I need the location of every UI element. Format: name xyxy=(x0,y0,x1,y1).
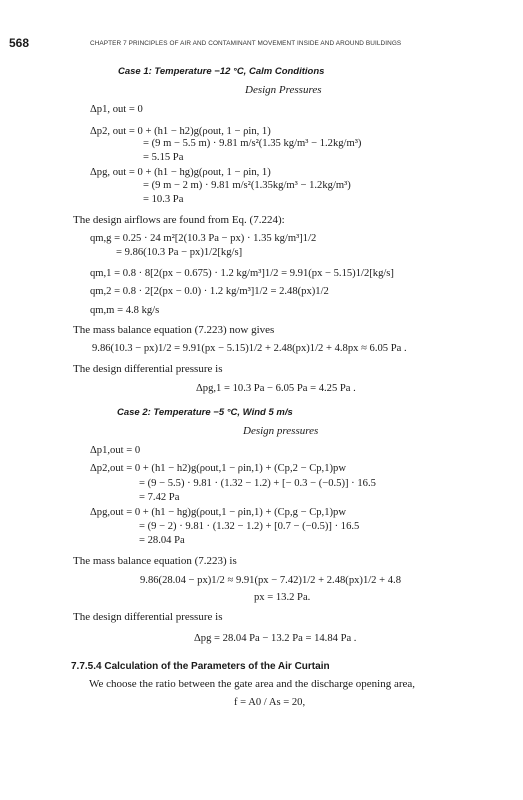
case1-eq-7: = 10.3 Pa xyxy=(143,194,184,205)
flow-eq-g-cont: = 9.86(10.3 Pa − px)1/2[kg/s] xyxy=(116,247,243,258)
case2-eq-1: Δp1,out = 0 xyxy=(90,445,141,456)
case2-balance-eq: 9.86(28.04 − px)1/2 ≈ 9.91(px − 7.42)1/2 + 2.48(px)1/2 + 4.8 xyxy=(140,575,401,586)
case2-subheading: Design pressures xyxy=(243,425,319,437)
case1-eq-2: Δp2, out = 0 + (h1 − h2)g(ρout, 1 − ρin, 1) xyxy=(90,126,271,137)
case2-px-eq: px = 13.2 Pa. xyxy=(254,592,311,603)
flow-eq-2: qm,2 = 0.8 · 2[2(px − 0.0) · 1.2 kg/m³]1/2 = 2.48(px)1/2 xyxy=(90,286,329,297)
section-heading: 7.7.5.4 Calculation of the Parameters of the Air Curtain xyxy=(71,661,330,672)
flow-eq-m: qm,m = 4.8 kg/s xyxy=(90,305,160,316)
airflow-intro: The design airflows are found from Eq. (7.224): xyxy=(73,214,285,226)
page-number: 568 xyxy=(9,36,30,50)
case1-eq-6: = (9 m − 2 m) · 9.81 m/s²(1.35kg/m³ − 1.2kg/m³) xyxy=(143,180,351,191)
case1-balance-eq: 9.86(10.3 − px)1/2 = 9.91(px − 5.15)1/2 + 2.48(px)1/2 + 4.8px ≈ 6.05 Pa . xyxy=(92,343,407,354)
case2-heading: Case 2: Temperature −5 °C, Wind 5 m/s xyxy=(117,407,293,418)
case2-eq-6: = (9 − 2) · 9.81 · (1.32 − 1.2) + [0.7 − (−0.5)] · 16.5 xyxy=(139,521,360,532)
case2-eq-5: Δpg,out = 0 + (h1 − hg)g(ρout,1 − ρin,1) + (Cp,g − Cp,1)pw xyxy=(90,507,346,518)
case2-eq-2: Δp2,out = 0 + (h1 − h2)g(ρout,1 − ρin,1) + (Cp,2 − Cp,1)pw xyxy=(90,463,346,474)
section-eq: f = A0 / As = 20, xyxy=(234,697,306,708)
case2-eq-7: = 28.04 Pa xyxy=(139,535,185,546)
running-title: CHAPTER 7 PRINCIPLES OF AIR AND CONTAMINANT MOVEMENT INSIDE AND AROUND BUILDINGS xyxy=(90,40,402,47)
case2-eq-4: = 7.42 Pa xyxy=(139,492,180,503)
case1-subheading: Design Pressures xyxy=(245,84,322,96)
case1-eq-5: Δpg, out = 0 + (h1 − hg)g(ρout, 1 − ρin, 1) xyxy=(90,167,271,178)
flow-eq-1: qm,1 = 0.8 · 8[2(px − 0.675) · 1.2 kg/m³]1/2 = 9.91(px − 5.15)1/2[kg/s] xyxy=(90,268,394,279)
flow-eq-g: qm,g = 0.25 · 24 m²[2(10.3 Pa − px) · 1.35 kg/m³]1/2 xyxy=(90,233,317,244)
case1-heading: Case 1: Temperature −12 °C, Calm Conditions xyxy=(118,66,325,77)
case1-eq-3: = (9 m − 5.5 m) · 9.81 m/s²(1.35 kg/m³ − 1.2kg/m³) xyxy=(143,138,362,149)
case2-eq-3: = (9 − 5.5) · 9.81 · (1.32 − 1.2) + [− 0.3 − (−0.5)] · 16.5 xyxy=(139,478,376,489)
case2-diff-intro: The design differential pressure is xyxy=(73,611,223,623)
case1-balance-intro: The mass balance equation (7.223) now gives xyxy=(73,324,275,336)
case1-diff-eq: Δpg,1 = 10.3 Pa − 6.05 Pa = 4.25 Pa . xyxy=(196,383,356,394)
case1-eq-4: = 5.15 Pa xyxy=(143,152,184,163)
case2-balance-intro: The mass balance equation (7.223) is xyxy=(73,555,237,567)
section-text: We choose the ratio between the gate area and the discharge opening area, xyxy=(89,678,416,690)
case1-diff-intro: The design differential pressure is xyxy=(73,363,223,375)
case1-eq-1: Δp1, out = 0 xyxy=(90,104,143,115)
case2-diff-eq: Δpg = 28.04 Pa − 13.2 Pa = 14.84 Pa . xyxy=(194,633,357,644)
